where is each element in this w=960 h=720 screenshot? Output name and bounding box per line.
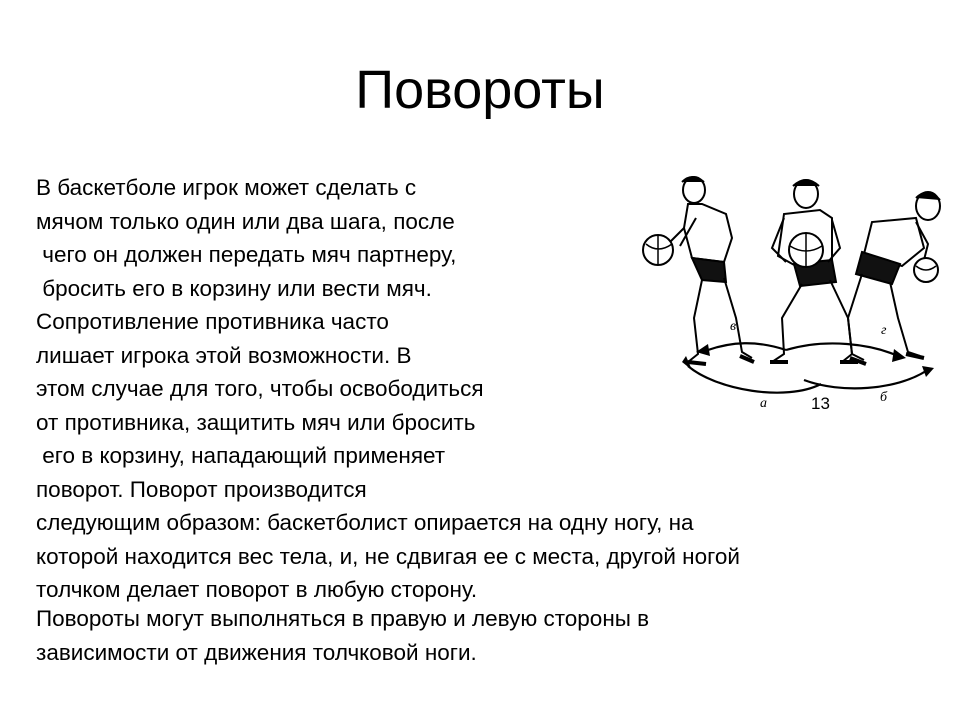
text-line: Сопротивление противника часто: [36, 309, 389, 334]
slide-title: Повороты: [355, 60, 605, 120]
paragraph-secondary: [36, 602, 649, 669]
figure-label-g: г: [881, 323, 887, 338]
movement-arcs: [688, 343, 926, 392]
figure-label-b: б: [880, 390, 888, 405]
player-figure-right: [840, 192, 940, 362]
text-line: бросить его в корзину или вести мяч.: [36, 275, 432, 301]
pivot-figure-drawing: [636, 158, 946, 420]
paragraph-main: [36, 171, 740, 607]
text-line: лишает игрока этой возможности. В: [36, 342, 412, 368]
arrow-heads: [682, 344, 934, 377]
text-line: чего он должен передать мяч партнеру,: [36, 242, 457, 267]
figure-number: 13: [811, 394, 830, 413]
player-figure-left: [643, 177, 754, 364]
text-line: которой находится вес тела, и, не сдвигая ее с места, другой ногой: [36, 543, 740, 569]
figure-label-a: а: [760, 396, 767, 411]
text-line: В баскетболе игрок может сделать с: [36, 175, 417, 200]
figure-label-v: в: [730, 319, 737, 334]
text-line: от противника, защитить мяч или бросить: [36, 409, 476, 435]
text-line: зависимости от движения толчковой ноги.: [36, 639, 477, 665]
text-line: его в корзину, нападающий применяет: [36, 443, 446, 468]
basketball-pivot-illustration: [636, 158, 946, 420]
text-line: мячом только один или два шага, после: [36, 208, 455, 234]
text-line: этом случае для того, чтобы освободиться: [36, 376, 484, 401]
player-figure-center: [770, 180, 866, 364]
text-line: поворот. Поворот производится: [36, 476, 367, 502]
text-line: Повороты могут выполняться в правую и левую стороны в: [36, 606, 650, 631]
text-line: толчком делает поворот в любую сторону.: [36, 577, 478, 602]
text-line: следующим образом: баскетболист опирается на одну ногу, на: [36, 510, 694, 535]
